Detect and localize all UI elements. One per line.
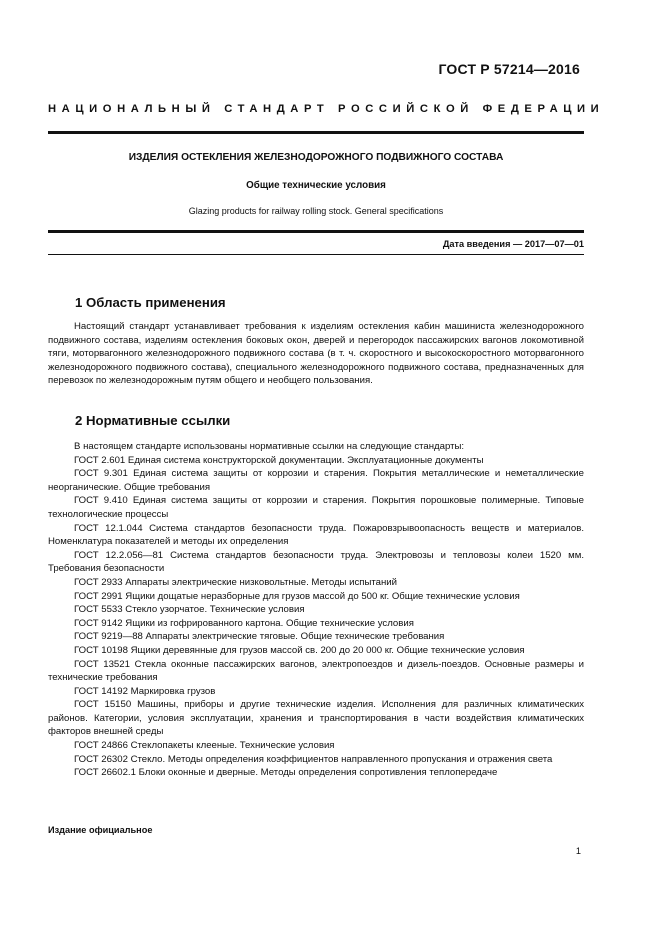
reference-item: ГОСТ 9219—88 Аппараты электрические тяговые. Общие технические требования bbox=[74, 631, 445, 643]
reference-item: ГОСТ 2.601 Единая система конструкторской документации. Эксплуатационные документы bbox=[74, 454, 484, 466]
document-title: ИЗДЕЛИЯ ОСТЕКЛЕНИЯ ЖЕЛЕЗНОДОРОЖНОГО ПОДВИЖНОГО СОСТАВА bbox=[128, 152, 504, 163]
section-2-heading: 2 Нормативные ссылки bbox=[75, 413, 231, 428]
official-edition-label: Издание официальное bbox=[48, 825, 153, 835]
top-divider bbox=[48, 131, 584, 134]
reference-item: ГОСТ 5533 Стекло узорчатое. Технические условия bbox=[74, 604, 305, 616]
reference-item: ГОСТ 9.410 Единая система защиты от коррозии и старения. Покрытия порошковые полимерные. Типовые технологические процессы bbox=[48, 495, 584, 520]
reference-item: ГОСТ 9.301 Единая система защиты от коррозии и старения. Покрытия металлические и неметаллические неорганические. Общие требования bbox=[48, 468, 584, 493]
national-standard-banner: НАЦИОНАЛЬНЫЙ СТАНДАРТ РОССИЙСКОЙ ФЕДЕРАЦИИ bbox=[48, 103, 605, 115]
page-number: 1 bbox=[575, 846, 581, 856]
section-1-heading: 1 Область применения bbox=[75, 295, 226, 310]
references-intro: В настоящем стандарте использованы нормативные ссылки на следующие стандарты: bbox=[74, 441, 465, 452]
reference-item: ГОСТ 10198 Ящики деревянные для грузов массой св. 200 до 20 000 кг. Общие технические условия bbox=[74, 644, 525, 656]
reference-item: ГОСТ 2991 Ящики дощатые неразборные для грузов массой до 500 кг. Общие технические условия bbox=[74, 590, 520, 602]
date-divider bbox=[48, 254, 584, 255]
reference-item: ГОСТ 12.1.044 Система стандартов безопасности труда. Пожаровзрывоопасность веществ и материалов. Номенклатура показателей и методы их определения bbox=[48, 522, 584, 548]
reference-item: ГОСТ 9142 Ящики из гофрированного картона. Общие технические условия bbox=[74, 617, 414, 629]
reference-item: ГОСТ 14192 Маркировка грузов bbox=[74, 685, 216, 697]
reference-item: ГОСТ 15150 Машины, приборы и другие технические изделия. Исполнения для различных климатических районов. Категории, условия эксплуатации, хранения и транспортирования в части воздействия климатических факторов внешней среды bbox=[48, 699, 584, 738]
references-list bbox=[48, 440, 584, 780]
title-divider bbox=[48, 230, 584, 233]
reference-item: ГОСТ 26602.1 Блоки оконные и дверные. Методы определения сопротивления теплопередаче bbox=[74, 767, 498, 779]
document-subtitle: Общие технические условия bbox=[246, 180, 386, 191]
reference-item: ГОСТ 26302 Стекло. Методы определения коэффициентов направленного пропускания и отражения света bbox=[74, 753, 553, 765]
document-number: ГОСТ Р 57214—2016 bbox=[438, 61, 580, 77]
section-1-body: Настоящий стандарт устанавливает требования к изделиям остекления кабин машиниста железнодорожного подвижного состава, изделиям остекления боковых окон, дверей и перегородок пассажирских вагонов локомотивной тяги, моторвагонного железнодорожного подвижного состава (в т. ч. скоростного и высокоскоростного моторвагонного железнодорожного подвижного состава), специального железнодорожного подвижного состава, предназначенных для перевозок по железнодорожным путям общего и необщего пользования. bbox=[48, 321, 584, 386]
effective-date: Дата введения — 2017—07—01 bbox=[442, 239, 584, 249]
english-title: Glazing products for railway rolling stock. General specifications bbox=[188, 206, 444, 216]
section-1-text bbox=[48, 320, 584, 388]
reference-item: ГОСТ 13521 Стекла оконные пассажирских вагонов, электропоездов и дизель-поездов. Основные размеры и технические требования bbox=[48, 658, 584, 684]
reference-item: ГОСТ 12.2.056—81 Система стандартов безопасности труда. Электровозы и тепловозы колеи 1520 мм. Требования безопасности bbox=[48, 549, 584, 575]
reference-item: ГОСТ 24866 Стеклопакеты клееные. Технические условия bbox=[74, 740, 335, 752]
reference-item: ГОСТ 2933 Аппараты электрические низковольтные. Методы испытаний bbox=[74, 576, 397, 588]
